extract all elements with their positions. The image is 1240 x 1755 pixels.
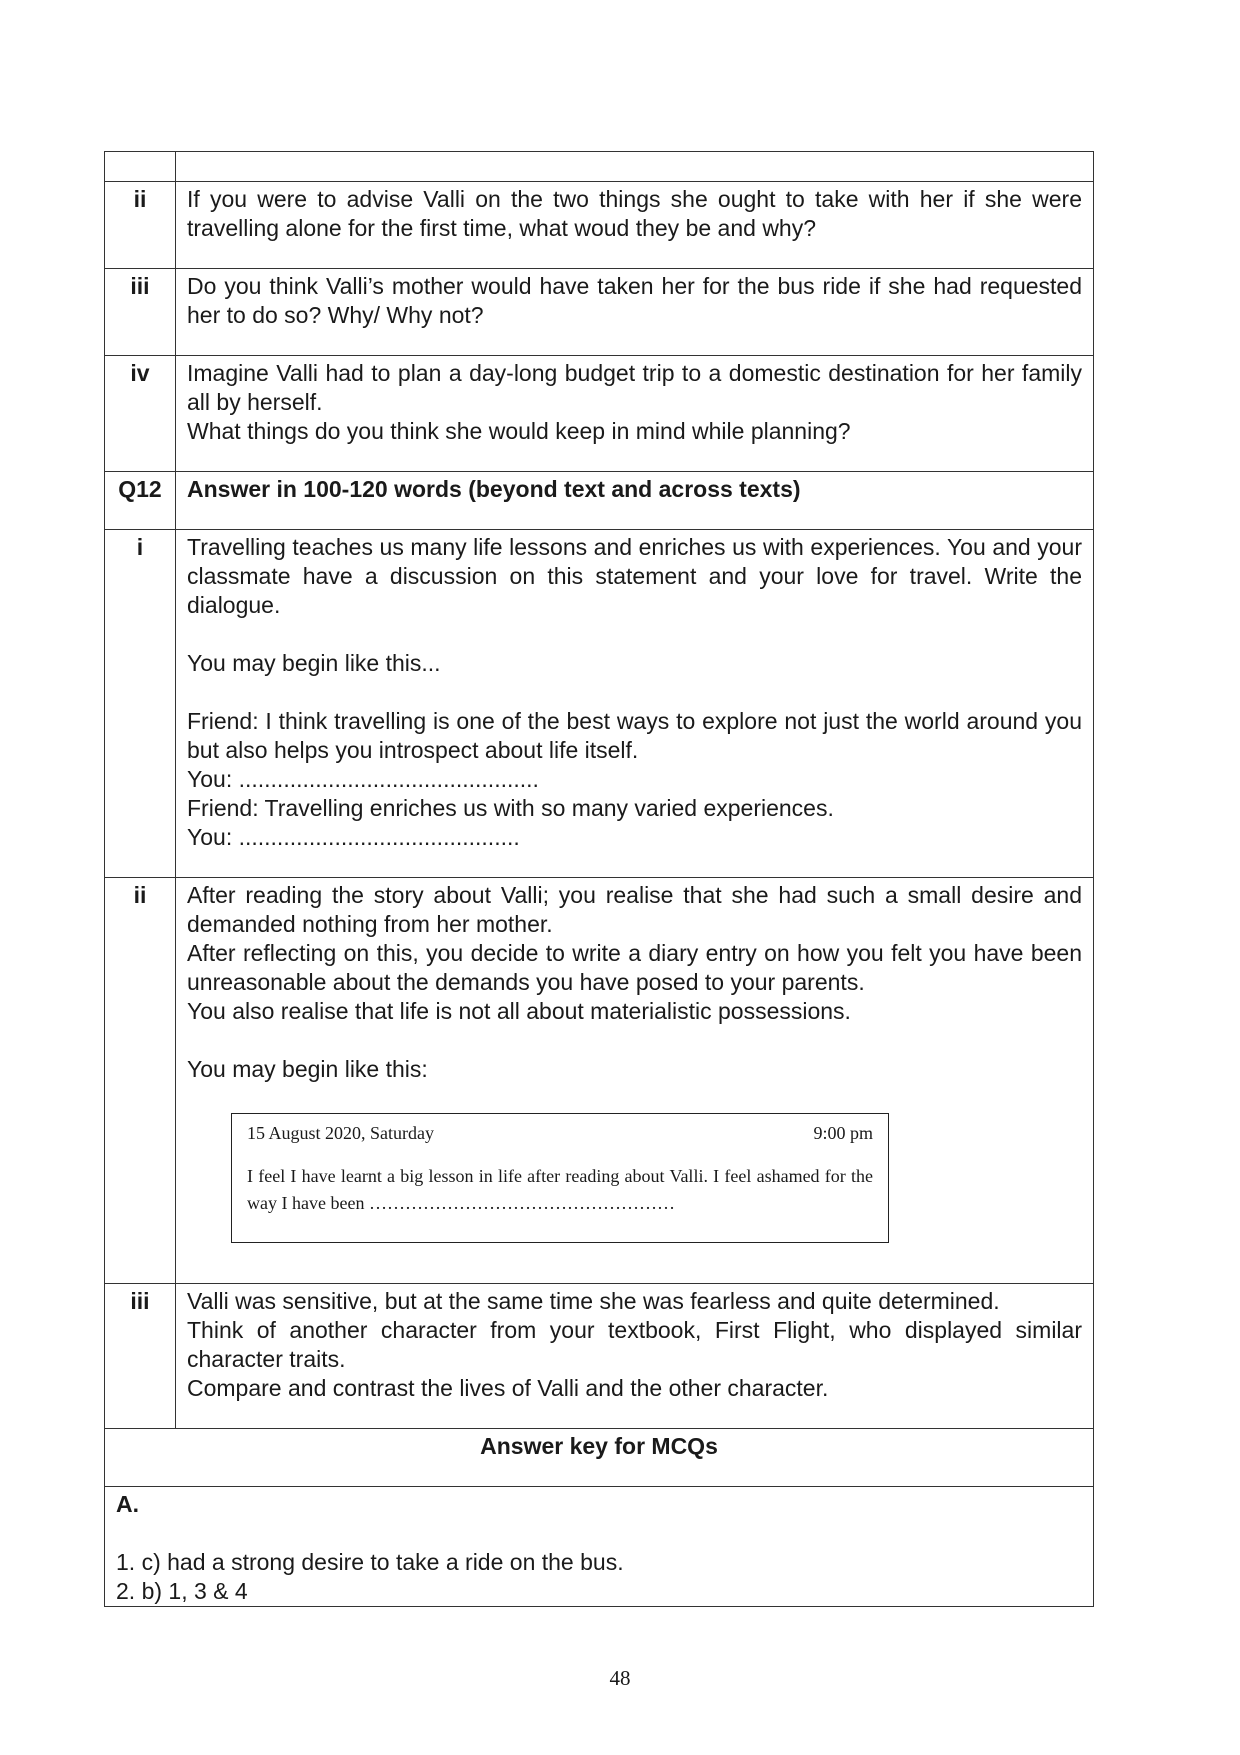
dialogue-line: You: ............................................ <box>187 824 520 850</box>
dialogue-line: Friend: I think travelling is one of the best ways to explore not just the world around you but also helps you introspect about life itself. <box>187 708 1082 763</box>
question-paragraph: After reading the story about Valli; you realise that she had such a small desire and demanded nothing from her mother. <box>187 882 1082 937</box>
question-text <box>176 356 1094 472</box>
dialogue-line: You: ............................................... <box>187 766 539 792</box>
q12-heading-row <box>105 472 1094 530</box>
answer-key-content <box>105 1487 1094 1607</box>
question-text-line: Compare and contrast the lives of Valli and the other character. <box>187 1375 829 1401</box>
question-row-iii <box>105 269 1094 356</box>
blank-row <box>105 152 1094 182</box>
question-number: Q12 <box>105 472 176 530</box>
question-number: iii <box>105 269 176 356</box>
question-prompt: Travelling teaches us many life lessons and enriches us with experiences. You and your classmate have a discussion on this statement and your love for travel. Write the dialogue. <box>187 534 1082 618</box>
answer-key-title: Answer key for MCQs <box>105 1429 1094 1487</box>
answer-line: 2. b) 1, 3 & 4 <box>116 1578 248 1604</box>
question-row-iv <box>105 356 1094 472</box>
q12-heading: Answer in 100-120 words (beyond text and across texts) <box>176 472 1094 530</box>
answer-key-heading-row <box>105 1429 1094 1487</box>
question-text <box>176 269 1094 356</box>
question-text <box>176 530 1094 878</box>
blank-text-cell <box>176 152 1094 182</box>
question-text-line: Valli was sensitive, but at the same time she was fearless and quite determined. <box>187 1288 1000 1314</box>
answer-key-row <box>105 1487 1094 1607</box>
diary-date: 15 August 2020, Saturday <box>247 1123 434 1143</box>
begin-instruction: You may begin like this... <box>187 650 441 676</box>
answer-line: 1. c) had a strong desire to take a ride on the bus. <box>116 1549 624 1575</box>
question-text-line: What things do you think she would keep in mind while planning? <box>187 418 851 444</box>
question-text-line: If you were to advise Valli on the two things she ought to take with her if she were travelling alone for the first time, what woud they be and why? <box>187 186 1082 241</box>
question-number: i <box>105 530 176 878</box>
question-text-line: Think of another character from your textbook, First Flight, who displayed similar character traits. <box>187 1317 1082 1372</box>
question-text-line: Do you think Valli’s mother would have taken her for the bus ride if she had requested her to do so? Why/ Why not? <box>187 273 1082 328</box>
blank-number-cell <box>105 152 176 182</box>
question-row-q12-iii <box>105 1284 1094 1429</box>
question-row-ii <box>105 182 1094 269</box>
answer-section-label: A. <box>116 1491 139 1517</box>
question-number: ii <box>105 878 176 1284</box>
question-text <box>176 182 1094 269</box>
question-text-line: Imagine Valli had to plan a day-long budget trip to a domestic destination for her family all by herself. <box>187 360 1082 415</box>
question-row-q12-ii <box>105 878 1094 1284</box>
diary-entry-box <box>231 1113 889 1243</box>
question-text <box>176 878 1094 1284</box>
question-text <box>176 1284 1094 1429</box>
question-row-q12-i <box>105 530 1094 878</box>
question-paragraph: You also realise that life is not all about materialistic possessions. <box>187 998 851 1024</box>
diary-body: I feel I have learnt a big lesson in life after reading about Valli. I feel ashamed for the way I have been …………………………………………… <box>247 1166 873 1213</box>
dialogue-line: Friend: Travelling enriches us with so many varied experiences. <box>187 795 834 821</box>
diary-time: 9:00 pm <box>813 1123 873 1143</box>
question-paragraph: After reflecting on this, you decide to write a diary entry on how you felt you have been unreasonable about the demands you have posed to your parents. <box>187 940 1082 995</box>
question-number: iii <box>105 1284 176 1429</box>
page-number: 48 <box>609 1666 631 1690</box>
question-number: iv <box>105 356 176 472</box>
question-number: ii <box>105 182 176 269</box>
begin-instruction: You may begin like this: <box>187 1056 428 1082</box>
question-table <box>104 151 1094 1607</box>
